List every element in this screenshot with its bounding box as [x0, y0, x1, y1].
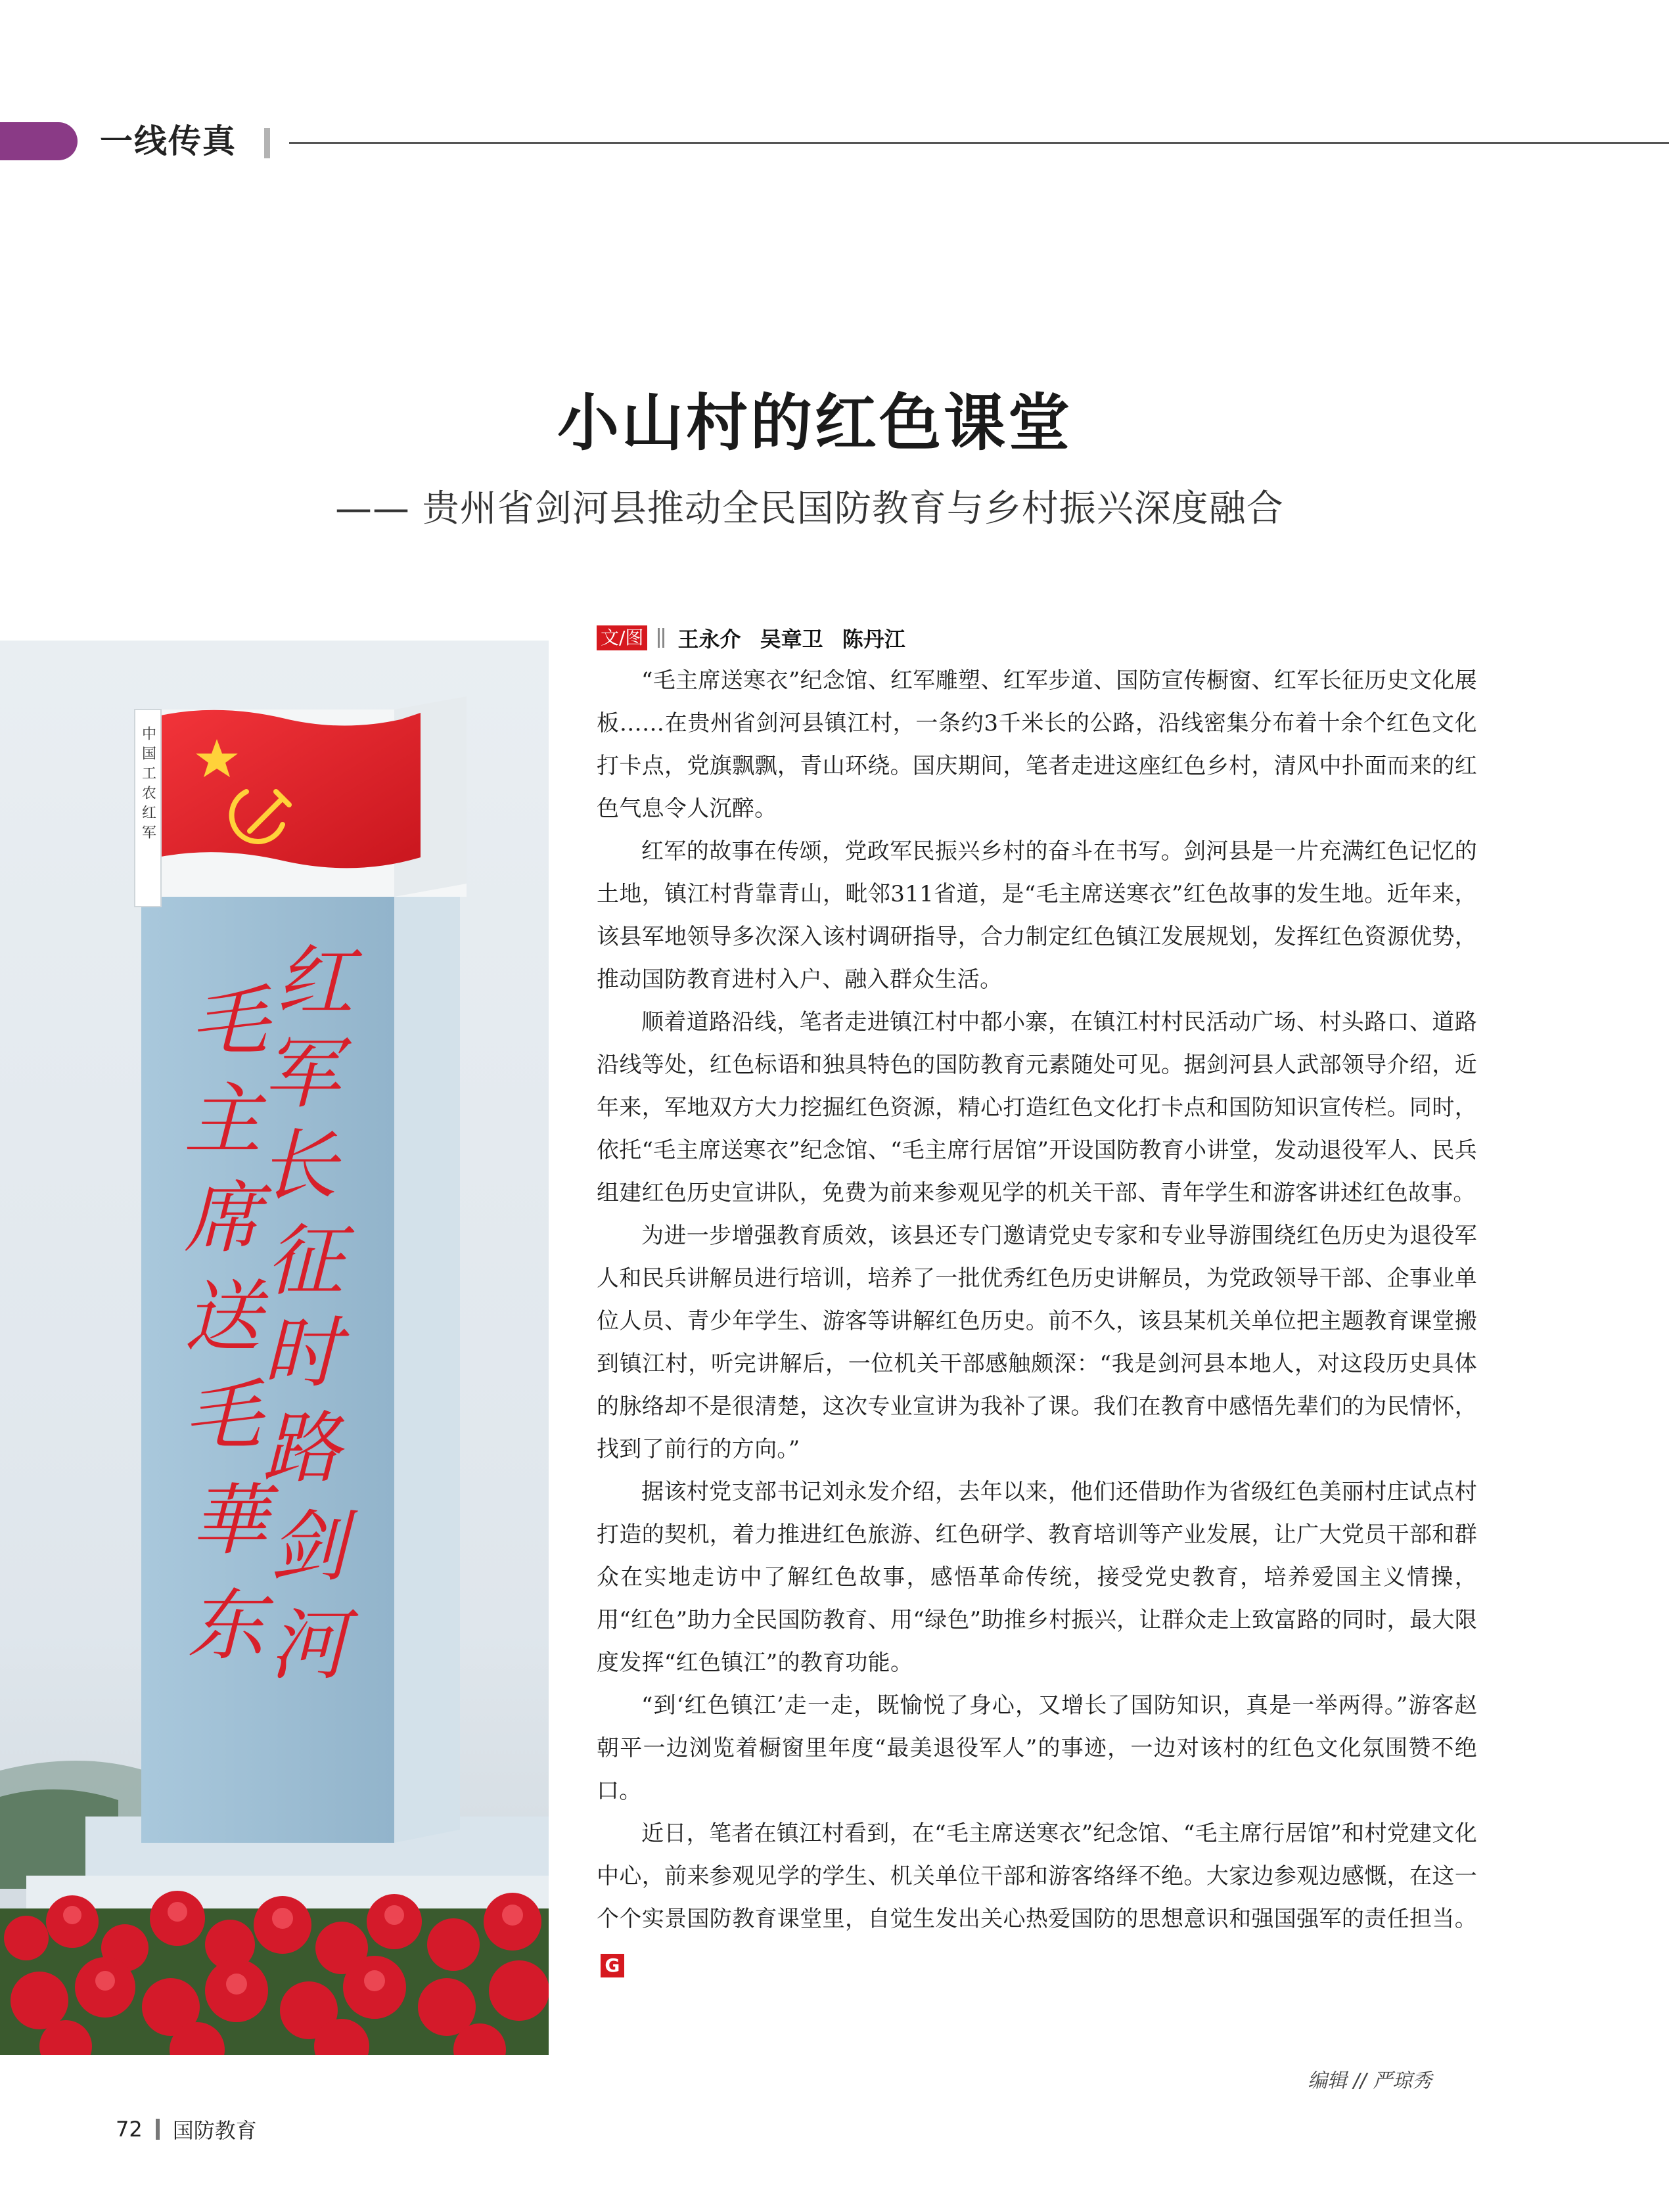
article-title: 小山村的红色课堂: [557, 388, 1072, 459]
byline-separator: [658, 628, 664, 648]
foreground-flowers: [0, 1891, 549, 2055]
section-title-bar: [264, 128, 270, 158]
end-mark-icon: G: [601, 1954, 624, 1977]
red-flag: [158, 710, 421, 869]
byline: [597, 621, 905, 654]
article-paragraph: 为进一步增强教育质效，该县还专门邀请党史专家和专业导游围绕红色历史为退役军人和民兵讲解员进行培训，培养了一批优秀红色历史讲解员，为党政领导干部、企事业单位人员、青少年学生、游客等讲解红色历史。前不久，该县某机关单位把主题教育课堂搬到镇江村，听完讲解后，一位机关干部感触颇深：“我是剑河县本地人，对这段历史具体的脉络却不是很清楚，这次专业宣讲为我补了课。我们在教育中感悟先辈们的为民情怀，找到了前行的方向。”: [597, 1223, 1477, 1462]
editor-credit: 编辑 // 严琼秀: [1308, 2069, 1432, 2092]
section-title: 一线传真: [100, 122, 237, 160]
monument-photo: [0, 641, 549, 2055]
svg-text:毛: 毛: [184, 1370, 262, 1460]
svg-text:剑: 剑: [269, 1501, 348, 1592]
svg-text:席: 席: [184, 1173, 262, 1263]
section-rule: [289, 142, 1669, 144]
svg-text:时: 时: [263, 1307, 341, 1398]
flag-label: 中国工农红军: [139, 726, 156, 844]
svg-text:華: 華: [191, 1475, 269, 1566]
article-paragraph-text: 近日，笔者在镇江村看到，在“毛主席送寒衣”纪念馆、“毛主席行居馆”和村党建文化中心，前来参观见学的学生、机关单位干部和游客络绎不绝。大家边参观边感慨，在这一个个实景国防教育课堂里，自觉生发出关心热爱国防的思想意识和强国强军的责任担当。: [597, 1820, 1477, 1932]
article-paragraph: 顺着道路沿线，笔者走进镇江村中都小寨，在镇江村村民活动广场、村头路口、道路沿线等处，红色标语和独具特色的国防教育元素随处可见。据剑河县人武部领导介绍，近年来，军地双方大力挖掘红色资源，精心打造红色文化打卡点和国防知识宣传栏。同时，依托“毛主席送寒衣”纪念馆、“毛主席行居馆”开设国防教育小讲堂，发动退役军人、民兵组建红色历史宣讲队，免费为前来参观见学的机关干部、青年学生和游客讲述红色故事。: [597, 1009, 1477, 1206]
svg-text:红: 红: [276, 936, 354, 1027]
byline-authors: 王永介 吴章卫 陈丹江: [677, 627, 905, 652]
svg-text:征: 征: [266, 1215, 344, 1306]
svg-text:送: 送: [184, 1271, 262, 1362]
byline-tag: 文/图: [597, 625, 647, 650]
article-paragraph: 据该村党支部书记刘永发介绍，去年以来，他们还借助作为省级红色美丽村庄试点村打造的契机，着力推进红色旅游、红色研学、教育培训等产业发展，让广大党员干部和群众在实地走访中了解红色故事，感悟革命传统，接受党史教育，培养爱国主义情操，用“红色”助力全民国防教育、用“绿色”助推乡村振兴，让群众走上致富路的同时，最大限度发挥“红色镇江”的教育功能。: [597, 1479, 1477, 1676]
article-paragraph-last: [597, 1813, 1477, 1983]
svg-text:毛: 毛: [191, 976, 269, 1066]
footer-separator: [156, 2119, 160, 2140]
svg-text:军: 军: [263, 1028, 341, 1119]
svg-text:路: 路: [263, 1403, 341, 1493]
svg-text:主: 主: [184, 1074, 262, 1165]
article-paragraph: “到‘红色镇江’走一走，既愉悦了身心，又增长了国防知识，真是一举两得。”游客赵朝平一边浏览着橱窗里年度“最美退役军人”的事迹，一边对该村的红色文化氛围赞不绝口。: [597, 1692, 1477, 1804]
page-number: 72: [116, 2117, 143, 2142]
svg-text:长: 长: [260, 1120, 338, 1211]
svg-text:河: 河: [269, 1600, 348, 1690]
article-body: [597, 660, 1477, 1983]
svg-text:东: 东: [187, 1580, 265, 1671]
magazine-name: 国防教育: [172, 2118, 257, 2143]
article-subtitle: —— 贵州省剑河县推动全民国防教育与乡村振兴深度融合: [335, 487, 1284, 530]
page-footer: [116, 2114, 257, 2144]
article-paragraph: “毛主席送寒衣”纪念馆、红军雕塑、红军步道、国防宣传橱窗、红军长征历史文化展板……在贵州省剑河县镇江村，一条约3千米长的公路，沿线密集分布着十余个红色文化打卡点，党旗飘飘，青山环绕。国庆期间，笔者走进这座红色乡村，清风中扑面而来的红色气息令人沉醉。: [597, 667, 1477, 822]
section-accent-pill: [0, 122, 78, 160]
article-paragraph: 红军的故事在传颂，党政军民振兴乡村的奋斗在书写。剑河县是一片充满红色记忆的土地，镇江村背靠青山，毗邻311省道，是“毛主席送寒衣”红色故事的发生地。近年来，该县军地领导多次深入该村调研指导，合力制定红色镇江发展规划，发挥红色资源优势，推动国防教育进村入户、融入群众生活。: [597, 838, 1477, 993]
